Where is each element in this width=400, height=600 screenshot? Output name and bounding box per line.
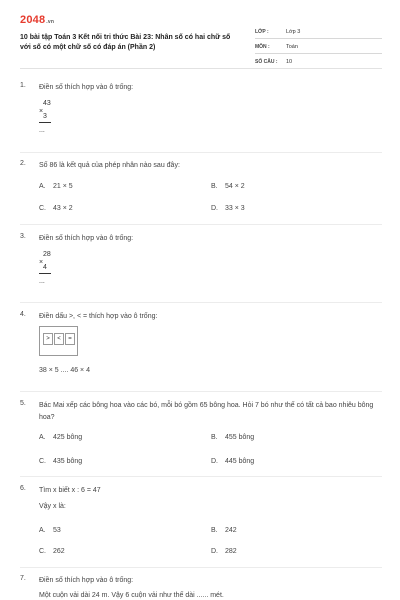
meta-key: SỐ CÂU : xyxy=(255,59,278,65)
question-text: Điền số thích hợp vào ô trống: xyxy=(39,577,134,584)
question-number: 7. xyxy=(20,575,26,582)
option-text: 445 bông xyxy=(225,458,255,465)
option-text: 242 xyxy=(225,527,237,534)
option-letter: D. xyxy=(211,458,218,465)
meta-row-class xyxy=(255,26,382,39)
calc-result[interactable]: ... xyxy=(39,278,45,285)
option-text: 262 xyxy=(53,548,65,555)
question-number: 1. xyxy=(20,82,26,89)
calc-result[interactable]: ... xyxy=(39,127,45,134)
option-letter: A. xyxy=(39,434,46,441)
meta-key: MÔN : xyxy=(255,44,270,50)
question-text: Điền số thích hợp vào ô trống: xyxy=(39,235,134,242)
calc-operator: × xyxy=(39,259,44,266)
sign-option[interactable]: = xyxy=(65,333,75,345)
question-text: Điền số thích hợp vào ô trống: xyxy=(39,84,134,91)
question-divider xyxy=(20,476,382,477)
option-b[interactable] xyxy=(211,434,254,441)
question-divider xyxy=(20,224,382,225)
question-text: Số 86 là kết quả của phép nhân nào sau đây: xyxy=(39,162,180,169)
option-c[interactable] xyxy=(39,205,73,212)
option-letter: C. xyxy=(39,205,46,212)
option-text: 21 × 5 xyxy=(53,183,73,190)
option-text: 43 × 2 xyxy=(53,205,73,212)
option-text: 282 xyxy=(225,548,237,555)
page-title: 10 bài tập Toán 3 Kết nối tri thức Bài 23: Nhân số có hai chữ số với số có một chữ số có đáp án (Phần 2) xyxy=(20,34,231,51)
question-divider xyxy=(20,567,382,568)
logo-number: 2048 xyxy=(20,14,46,26)
meta-row-subject xyxy=(255,41,382,54)
option-a[interactable] xyxy=(39,183,73,190)
option-text: 455 bông xyxy=(225,434,255,441)
logo[interactable] xyxy=(20,14,54,26)
option-c[interactable] xyxy=(39,548,65,555)
calc-line xyxy=(39,122,51,123)
calc-top: 43 xyxy=(43,100,51,107)
question-subtext: Vậy x là: xyxy=(39,503,66,510)
calc-bottom: 4 xyxy=(43,264,47,271)
header-divider xyxy=(20,68,382,69)
option-d[interactable] xyxy=(211,548,237,555)
meta-key: LỚP : xyxy=(255,29,269,35)
sign-option[interactable]: < xyxy=(54,333,64,345)
logo-suffix: .vn xyxy=(46,19,55,25)
option-b[interactable] xyxy=(211,527,237,534)
option-text: 435 bông xyxy=(53,458,83,465)
meta-value: Toán xyxy=(286,44,298,50)
question-number: 2. xyxy=(20,160,26,167)
question-number: 3. xyxy=(20,233,26,240)
header xyxy=(20,14,382,64)
question-text: Điền dấu >, < = thích hợp vào ô trống: xyxy=(39,313,158,320)
option-text: 33 × 3 xyxy=(225,205,245,212)
question-number: 4. xyxy=(20,311,26,318)
option-letter: B. xyxy=(211,527,218,534)
meta-value: 10 xyxy=(286,59,293,65)
calc-line xyxy=(39,273,51,274)
option-d[interactable] xyxy=(211,458,254,465)
sign-option[interactable]: > xyxy=(43,333,53,345)
meta-value: Lớp 3 xyxy=(286,29,301,35)
option-text: 54 × 2 xyxy=(225,183,245,190)
option-b[interactable] xyxy=(211,183,245,190)
question-text: Tìm x biết x : 6 = 47 xyxy=(39,487,101,494)
sign-choice-box xyxy=(39,326,78,356)
option-letter: D. xyxy=(211,205,218,212)
option-c[interactable] xyxy=(39,458,82,465)
calc-top: 28 xyxy=(43,251,51,258)
question-partial-text: Một cuộn vải dài 24 m. Vậy 6 cuộn vải như thế dài ...... mét. xyxy=(39,592,224,599)
question-divider xyxy=(20,152,382,153)
option-letter: D. xyxy=(211,548,218,555)
meta-info xyxy=(255,26,382,71)
option-letter: A. xyxy=(39,527,46,534)
question-divider xyxy=(20,391,382,392)
option-letter: C. xyxy=(39,458,46,465)
option-a[interactable] xyxy=(39,434,82,441)
option-text: 425 bông xyxy=(53,434,83,441)
comparison-expression: 38 × 5 .... 46 × 4 xyxy=(39,367,90,374)
question-number: 6. xyxy=(20,485,26,492)
question-text: Bác Mai xếp các bông hoa vào các bó, mỗi bó gồm 65 bông hoa. Hỏi 7 bó như thế có tất cả bao nhiêu bông hoa? xyxy=(39,402,374,421)
calc-operator: × xyxy=(39,108,44,115)
option-a[interactable] xyxy=(39,527,61,534)
option-letter: B. xyxy=(211,183,218,190)
option-letter: C. xyxy=(39,548,46,555)
option-text: 53 xyxy=(53,527,61,534)
calc-bottom: 3 xyxy=(43,113,47,120)
option-letter: A. xyxy=(39,183,46,190)
option-letter: B. xyxy=(211,434,218,441)
question-number: 5. xyxy=(20,400,26,407)
question-divider xyxy=(20,302,382,303)
option-d[interactable] xyxy=(211,205,245,212)
